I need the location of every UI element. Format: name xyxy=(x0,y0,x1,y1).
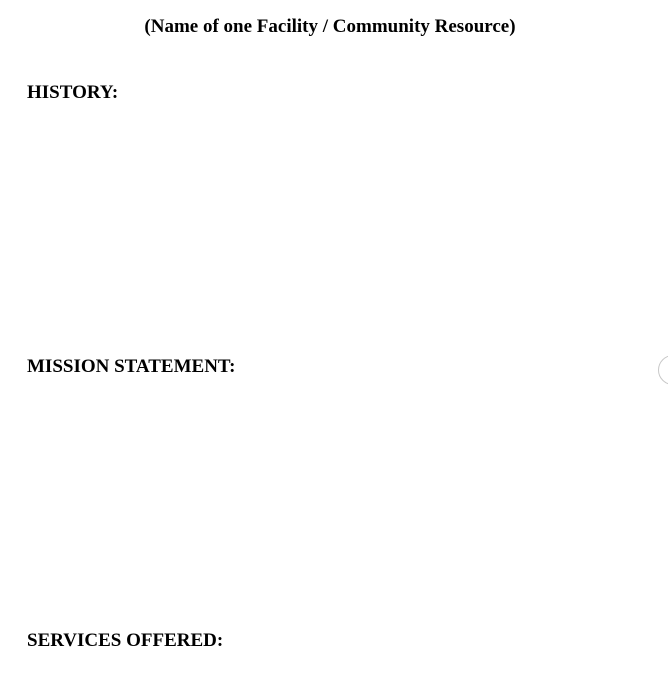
circle-handle-icon[interactable] xyxy=(658,355,668,385)
mission-statement-content-area xyxy=(27,384,627,624)
history-content-area xyxy=(27,110,627,350)
document-title: (Name of one Facility / Community Resource) xyxy=(144,16,516,37)
services-offered-heading: SERVICES OFFERED: xyxy=(27,630,224,651)
mission-statement-heading: MISSION STATEMENT: xyxy=(27,356,236,377)
history-heading: HISTORY: xyxy=(27,82,119,103)
